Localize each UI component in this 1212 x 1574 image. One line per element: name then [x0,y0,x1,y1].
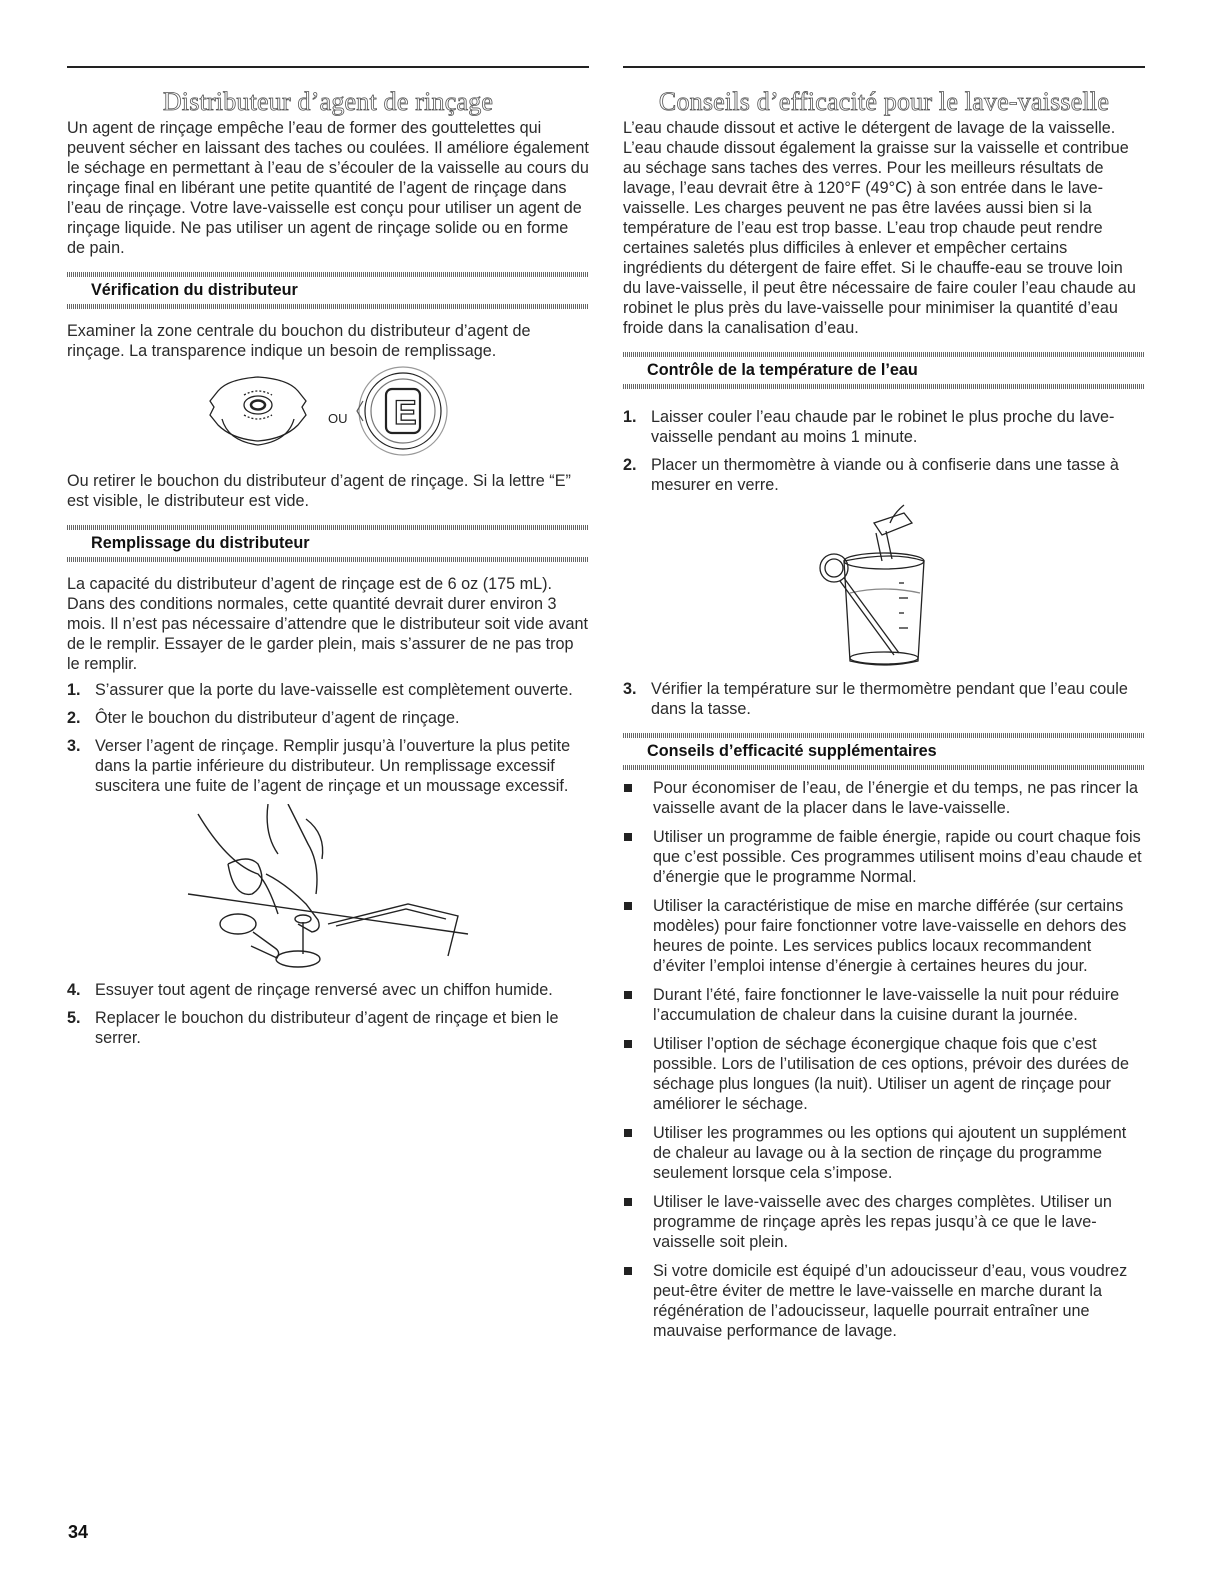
verification-section [67,272,589,511]
bullet-icon [623,896,653,976]
list-item: Utiliser l’option de séchage éconergique chaque fois que c’est possible. Lors de l’utilisation de ces options, prévoir des durées de séchage plus longues (la nuit). Utiliser un agent de rinçage pour améliorer le séchage. [623,1034,1145,1114]
list-item: 1. S’assurer que la porte du lave-vaisselle est complètement ouverte. [67,681,573,699]
list-item: 2. Ôter le bouchon du distributeur d’agent de rinçage. [67,709,460,727]
or-label: OU [328,411,348,426]
list-item: 1. Laisser couler l’eau chaude par le robinet le plus proche du lave-vaisselle pendant au moins 1 minute. [623,408,1115,446]
filling-section [67,525,589,1048]
temperature-heading: Contrôle de la température de l’eau [647,361,918,379]
bullet-icon [623,827,653,887]
temperature-steps [623,407,1145,495]
top-rule [623,66,1145,68]
bullet-icon [623,1192,653,1252]
bullet-icon [623,1034,653,1114]
list-item: Durant l’été, faire fonctionner le lave-vaisselle la nuit pour réduire l’accumulation de chaleur dans la cuisine durant la journée. [623,985,1145,1025]
verification-heading: Vérification du distributeur [91,281,298,299]
thermometer-cup-figure [804,503,964,673]
efficiency-intro: L’eau chaude dissout et active le détergent de lavage de la vaisselle. L’eau chaude dissout également la graisse sur la vaisselle et contribue au séchage sans taches des verres. Pour les meilleurs résultats de lavage, l’eau devrait être à 120°F (49°C) à son entrée dans le lave-vaisselle. Les charges peuvent ne pas être lavées aussi bien si la température de l’eau est trop basse. L’eau trop chaude peut rendre certaines saletés plus difficiles à enlever et empêcher certains ingrédients du détergent de faire effet. Si le chauffe-eau se trouve loin du lave-vaisselle, il peut être nécessaire de faire couler l’eau chaude au robinet le plus près du lave-vaisselle pour minimiser la quantité d’eau froide dans la canalisation d’eau. [623,119,1136,337]
list-item: 4. Essuyer tout agent de rinçage renversé avec un chiffon humide. [67,981,553,999]
extra-tips-heading: Conseils d’efficacité supplémentaires [647,742,937,760]
dispenser-cap-figure [178,361,478,471]
list-item: 3. Verser l’agent de rinçage. Remplir jusqu’à l’ouverture la plus petite dans la partie inférieure du distributeur. Un remplissage excessif suscitera une fuite de l’agent de rinçage et un moussage excessif. [67,737,571,795]
page-number: 34 [68,1522,89,1542]
hatch-rule [623,765,1145,770]
bullet-icon [623,1123,653,1183]
temperature-steps-continued [623,679,1145,719]
extra-tips-list [623,778,1145,1341]
filling-steps-continued [67,980,589,1048]
list-item: Utiliser la caractéristique de mise en marche différée (sur certains modèles) pour faire fonctionner votre lave-vaisselle en dehors des heures de pointe. Les services publics locaux recommandent d’éviter l’emploi intense d’énergie à certaines heures du jour. [623,896,1145,976]
verification-text-2: Ou retirer le bouchon du distributeur d’agent de rinçage. Si la lettre “E” est visible, le distributeur est vide. [67,472,571,510]
extra-tips-section [623,733,1145,1341]
left-column [67,66,589,1056]
filling-text: La capacité du distributeur d’agent de rinçage est de 6 oz (175 mL). Dans des conditions normales, cette quantité devrait durer environ 3 mois. Il n’est pas nécessaire d’attendre que le distributeur soit vide avant de le remplir. Essayer de le garder plein, mais s’assurer de ne pas trop le remplir. [67,575,588,673]
list-item: 2. Placer un thermomètre à viande ou à confiserie dans une tasse à mesurer en verre. [623,456,1119,494]
bullet-icon [623,778,653,818]
temperature-section [623,352,1145,719]
bullet-icon [623,1261,653,1341]
list-item: 3. Vérifier la température sur le thermomètre pendant que l’eau coule dans la tasse. [623,680,1128,718]
section-title-rinse-aid: Distributeur d’agent de rinçage [162,87,494,116]
list-item: Pour économiser de l’eau, de l’énergie et du temps, ne pas rincer la vaisselle avant de la placer dans le lave-vaisselle. [623,778,1145,818]
letter-e: E [394,394,417,432]
filling-heading: Remplissage du distributeur [91,534,310,552]
list-item: Si votre domicile est équipé d’un adoucisseur d’eau, vous voudrez peut-être éviter de mettre le lave-vaisselle en marche durant la régénération de l’adoucisseur, laquelle pourrait entraîner une mauvaise performance de lavage. [623,1261,1145,1341]
section-title-efficiency: Conseils d’efficacité pour le lave-vaisselle [658,87,1110,116]
top-rule [67,66,589,68]
list-item: Utiliser le lave-vaisselle avec des charges complètes. Utiliser un programme de rinçage après les repas jusqu’à ce que le lave-vaisselle soit plein. [623,1192,1145,1252]
filling-steps [67,680,589,796]
bullet-icon [623,985,653,1025]
cap-icon [210,377,306,445]
list-item: Utiliser un programme de faible énergie, rapide ou court chaque fois que c’est possible. Ces programmes utilisent moins d’eau chaude et d’énergie que le programme Normal. [623,827,1145,887]
right-column [623,66,1145,1350]
pouring-rinse-aid-figure [178,804,478,974]
verification-text: Examiner la zone centrale du bouchon du distributeur d’agent de rinçage. La transparence indique un besoin de remplissage. [67,322,531,360]
rinse-aid-intro: Un agent de rinçage empêche l’eau de former des gouttelettes qui peuvent sécher en laissant des taches ou coulées. Il améliore également le séchage en permettant à l’eau de s’écouler de la vaisselle au cours du rinçage final en libérant une petite quantité de l’agent de rinçage dans l’eau de rinçage. Votre lave-vaisselle est conçu pour utiliser un agent de rinçage liquide. Ne pas utiliser un agent de rinçage solide ou en forme de pain. [67,119,589,257]
list-item: Utiliser les programmes ou les options qui ajoutent un supplément de chaleur au lavage ou à la section de rinçage du programme seulement lorsque cela s’impose. [623,1123,1145,1183]
list-item: 5. Replacer le bouchon du distributeur d’agent de rinçage et bien le serrer. [67,1009,559,1047]
